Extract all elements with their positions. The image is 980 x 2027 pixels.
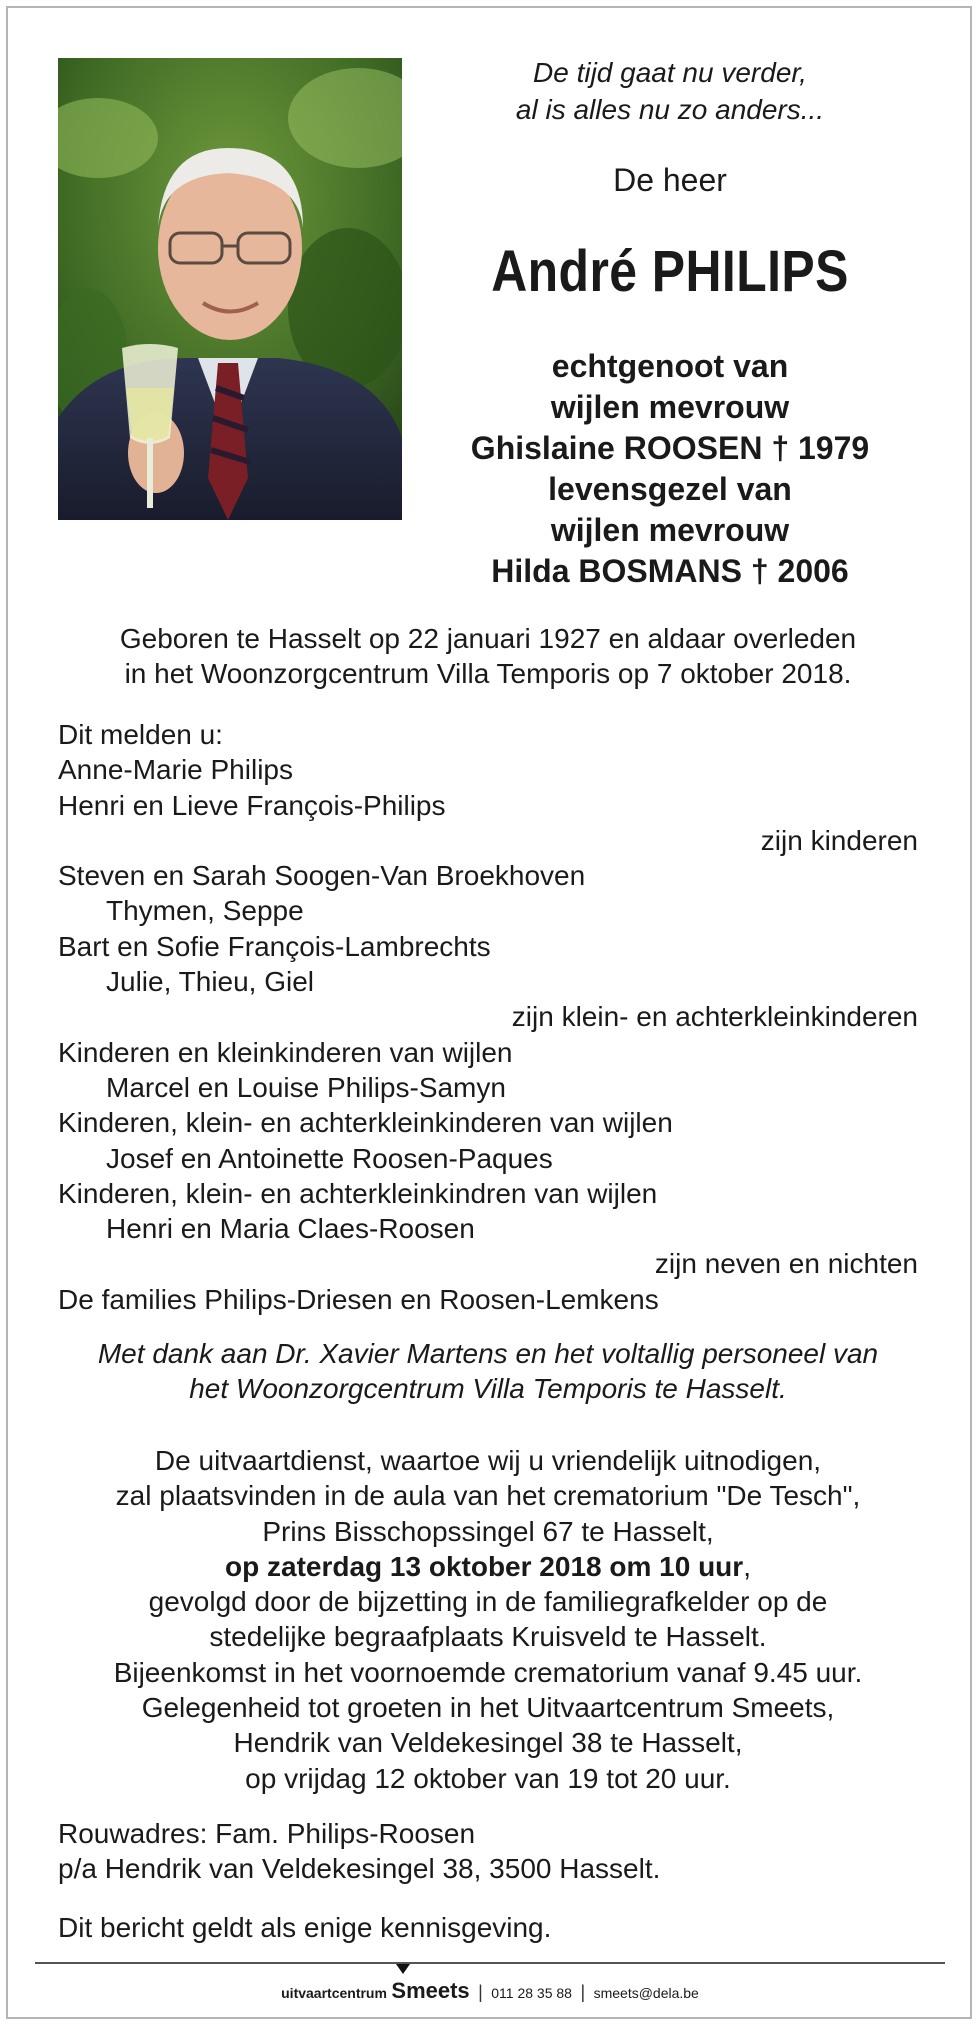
family-line: Kinderen, klein- en achterkleinkinderen van wijlen	[58, 1107, 673, 1139]
service-date: op zaterdag 13 oktober 2018 om 10 uur	[225, 1550, 744, 1582]
spouse-line: Ghislaine ROOSEN † 1979	[470, 430, 870, 466]
triangle-marker-icon	[396, 1964, 410, 1974]
family-line: Josef en Antoinette Roosen-Paques	[106, 1142, 553, 1174]
thanks-message	[58, 1336, 918, 1407]
honorific: De heer	[613, 162, 727, 198]
thanks-line: het Woonzorgcentrum Villa Temporis te Hasselt.	[189, 1373, 787, 1405]
footer-prefix: uitvaartcentrum	[281, 1985, 387, 2001]
family-line: Bart en Sofie François-Lambrechts	[58, 930, 491, 962]
born-line: in het Woonzorgcentrum Villa Temporis op 7 oktober 2018.	[124, 658, 852, 690]
family-line: Marcel en Louise Philips-Samyn	[106, 1071, 506, 1103]
born-line: Geboren te Hasselt op 22 januari 1927 en aldaar overleden	[119, 623, 857, 654]
footer-email[interactable]: smeets@dela.be	[593, 1985, 699, 2001]
spouse-line: Hilda BOSMANS † 2006	[491, 553, 849, 589]
thanks-line: Met dank aan Dr. Xavier Martens en het voltallig personeel van	[97, 1338, 879, 1369]
family-list	[58, 717, 918, 1317]
spouse-line: wijlen mevrouw	[550, 512, 790, 548]
family-line: Kinderen en kleinkinderen van wijlen	[58, 1036, 513, 1068]
address-line: p/a Hendrik van Veldekesingel 38, 3500 Hasselt.	[58, 1853, 661, 1885]
motto	[420, 54, 920, 128]
service-line: stedelijke begraafplaats Kruisveld te Hasselt.	[209, 1621, 767, 1653]
spouse-info	[420, 346, 920, 592]
family-line: Julie, Thieu, Giel	[106, 966, 315, 998]
footer-separator: |	[580, 1982, 586, 2002]
relation-label: zijn kinderen	[760, 824, 918, 856]
footer-phone: 011 28 35 88	[491, 1985, 572, 2001]
motto-line: De tijd gaat nu verder,	[533, 57, 807, 88]
spouse-line: levensgezel van	[548, 471, 792, 507]
family-line: Anne-Marie Philips	[58, 754, 293, 786]
service-line: De uitvaartdienst, waartoe wij u vriendelijk uitnodigen,	[154, 1445, 822, 1476]
family-line: Dit melden u:	[58, 719, 223, 750]
family-line: De families Philips-Driesen en Roosen-Lemkens	[58, 1283, 659, 1315]
service-date-line	[58, 1549, 918, 1584]
notice-statement: Dit bericht geldt als enige kennisgeving.	[58, 1912, 552, 1943]
service-line: gevolgd door de bijzetting in de familiegrafkelder op de	[148, 1586, 828, 1618]
service-line: Hendrik van Veldekesingel 38 te Hasselt,	[233, 1727, 743, 1759]
mourning-address	[58, 1816, 918, 1887]
footer-separator: |	[478, 1982, 483, 2002]
deceased-name: André PHILIPS	[491, 239, 849, 304]
relation-label: zijn klein- en achterkleinkinderen	[511, 1001, 918, 1033]
portrait-photo	[58, 58, 402, 520]
service-line: Prins Bisschopssingel 67 te Hasselt,	[262, 1515, 714, 1547]
service-date-suffix: ,	[743, 1550, 751, 1582]
footer	[0, 1978, 980, 2004]
footer-brand: Smeets	[391, 1978, 470, 2003]
relation-label: zijn neven en nichten	[654, 1248, 918, 1280]
service-line: Bijeenkomst in het voornoemde crematorium vanaf 9.45 uur.	[113, 1656, 863, 1688]
family-line: Steven en Sarah Soogen-Van Broekhoven	[58, 860, 586, 892]
footer-divider	[35, 1962, 945, 1964]
birth-death-info	[58, 621, 918, 692]
family-line: Henri en Maria Claes-Roosen	[106, 1213, 475, 1245]
family-line: Thymen, Seppe	[106, 895, 304, 927]
service-line: op vrijdag 12 oktober van 19 tot 20 uur.	[245, 1762, 731, 1794]
address-line: Rouwadres: Fam. Philips-Roosen	[58, 1818, 476, 1849]
family-line: Henri en Lieve François-Philips	[58, 789, 446, 821]
family-line: Kinderen, klein- en achterkleinkindren van wijlen	[58, 1177, 658, 1209]
funeral-service-info	[58, 1443, 918, 1796]
spouse-line: wijlen mevrouw	[550, 389, 790, 425]
service-line: zal plaatsvinden in de aula van het crematorium "De Tesch",	[115, 1480, 861, 1512]
service-line: Gelegenheid tot groeten in het Uitvaartcentrum Smeets,	[141, 1692, 835, 1724]
spouse-line: echtgenoot van	[551, 348, 789, 384]
motto-line: al is alles nu zo anders...	[515, 94, 825, 125]
